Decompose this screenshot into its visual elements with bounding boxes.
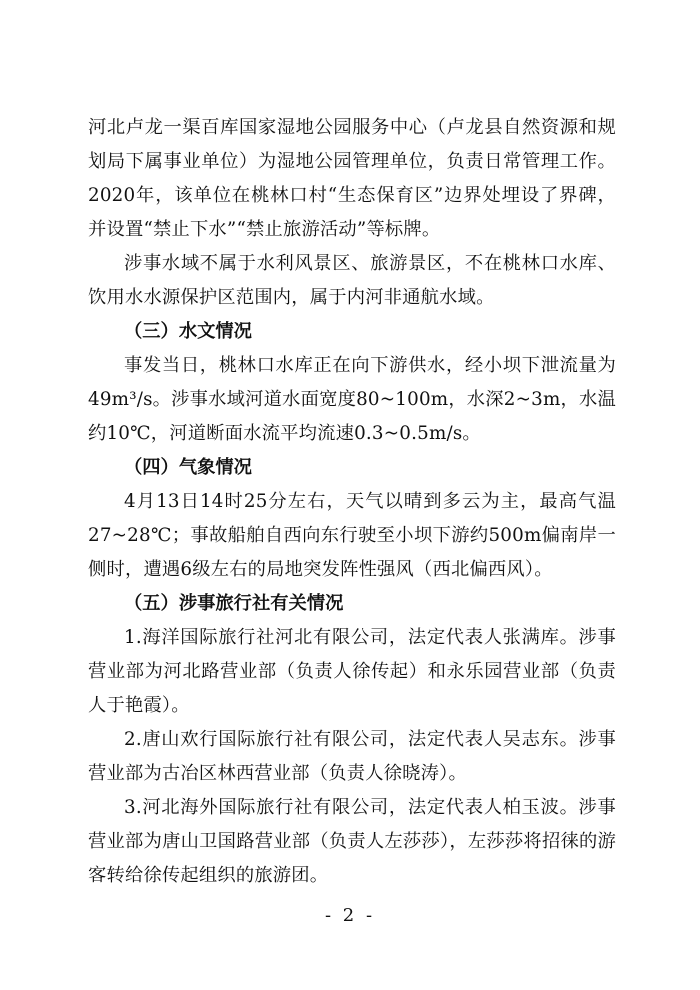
paragraph-hydrology: 事发当日，桃林口水库正在向下游供水，经小坝下泄流量为49m³/s。涉事水域河道水面宽度80~100m，水深2~3m，水温约10℃，河道断面水流平均流速0.3~0.5m/s。 (88, 355, 616, 444)
paragraph-agency-2: 2.唐山欢行国际旅行社有限公司，法定代表人吴志东。涉事营业部为古冶区林西营业部（负责人徐晓涛）。 (88, 729, 616, 784)
heading-weather: （四）气象情况 (124, 457, 252, 478)
paragraph-agency-3: 3.河北海外国际旅行社有限公司，法定代表人柏玉波。涉事营业部为唐山卫国路营业部（负责人左莎莎），左莎莎将招徕的游客转给徐传起组织的旅游团。 (88, 797, 616, 886)
document-body (88, 111, 616, 893)
paragraph-weather: 4月13日14时25分左右，天气以晴到多云为主，最高气温27~28℃；事故船舶自西向东行驶至小坝下游约500m偏南岸一侧时，遭遇6级左右的局地突发阵性强风（西北偏西风）。 (88, 491, 616, 580)
page-number: - 2 - (324, 905, 376, 926)
paragraph-water-area: 涉事水域不属于水利风景区、旅游景区，不在桃林口水库、饮用水水源保护区范围内，属于内河非通航水域。 (88, 253, 616, 308)
paragraph-agency-1: 1.海洋国际旅行社河北有限公司，法定代表人张满库。涉事营业部为河北路营业部（负责人徐传起）和永乐园营业部（负责人于艳霞）。 (88, 627, 616, 716)
heading-hydrology: （三）水文情况 (124, 321, 252, 342)
heading-travel-agencies: （五）涉事旅行社有关情况 (124, 593, 344, 614)
paragraph-wetland-management: 河北卢龙一渠百库国家湿地公园服务中心（卢龙县自然资源和规划局下属事业单位）为湿地公园管理单位，负责日常管理工作。2020年，该单位在桃林口村“生态保育区”边界处埋设了界碑，并设置“禁止下水”“禁止旅游活动”等标牌。 (88, 117, 616, 240)
